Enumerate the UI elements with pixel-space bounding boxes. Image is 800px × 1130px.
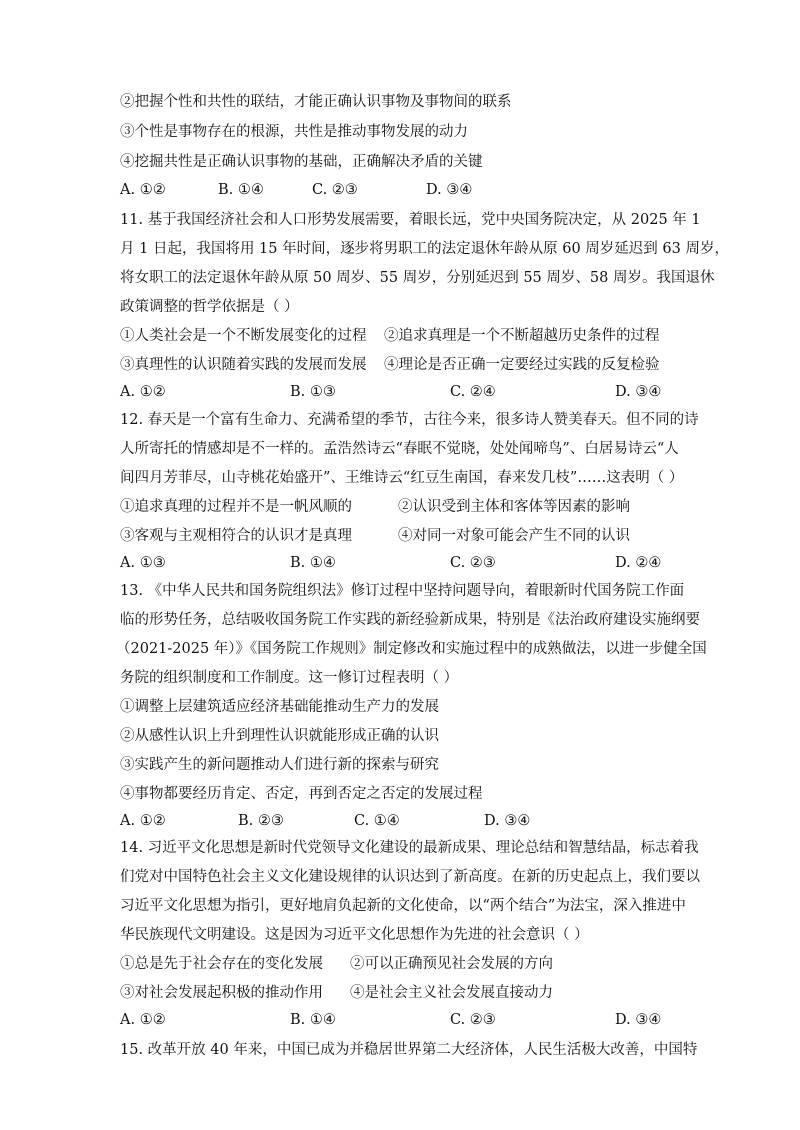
q12-stem-line-3: 间四月芳菲尽，山寺桃花始盛开”、王维诗云“红豆生南国，春来发几枝”……这表明（ ） bbox=[120, 470, 684, 486]
q11-option-d: D. ③④ bbox=[615, 384, 662, 400]
q12-option-c: C. ②③ bbox=[450, 555, 496, 571]
prev-item-2: ②把握个性和共性的联结，才能正确认识事物及事物间的联系 bbox=[120, 94, 512, 110]
q11-item-4: ④理论是否正确一定要经过实践的反复检验 bbox=[384, 357, 660, 373]
q14-option-d: D. ③④ bbox=[615, 1012, 662, 1028]
q12-option-d: D. ②④ bbox=[615, 555, 662, 571]
q14-option-b: B. ①④ bbox=[290, 1012, 336, 1028]
prev-option-c: C. ②③ bbox=[312, 182, 358, 198]
q12-option-b: B. ①④ bbox=[290, 555, 336, 571]
q13-option-a: A. ①② bbox=[120, 813, 166, 829]
q11-stem-line-1: 11. 基于我国经济社会和人口形势发展需要，着眼长远，党中央国务院决定，从 2025 年 1 bbox=[120, 212, 701, 228]
q13-stem-line-1: 13. 《中华人民共和国务院组织法》修订过程中坚持问题导向，着眼新时代国务院工作面 bbox=[120, 583, 685, 599]
q15-stem-line-1: 15. 改革开放 40 年来，中国已成为并稳居世界第二大经济体，人民生活极大改善，中国特 bbox=[120, 1042, 698, 1058]
q13-item-1: ①调整上层建筑适应经济基础能推动生产力的发展 bbox=[120, 699, 439, 715]
q14-option-c: C. ②③ bbox=[450, 1012, 496, 1028]
q11-stem-line-2: 月 1 日起，我国将用 15 年时间，逐步将男职工的法定退休年龄从原 60 周岁延迟到 63 周岁， bbox=[120, 241, 729, 257]
q13-option-b: B. ②③ bbox=[238, 813, 284, 829]
q12-stem-line-1: 12. 春天是一个富有生命力、充满希望的季节，古往今来，很多诗人赞美春天。但不同的诗 bbox=[120, 412, 699, 428]
q14-stem-line-2: 们党对中国特色社会主义文化建设规律的认识达到了新高度。在新的历史起点上，我们要以 bbox=[120, 869, 700, 885]
q14-item-3: ③对社会发展起积极的推动作用 bbox=[120, 985, 323, 1001]
q14-option-a: A. ①② bbox=[120, 1012, 166, 1028]
q11-option-c: C. ②④ bbox=[450, 384, 496, 400]
q14-stem-line-1: 14. 习近平文化思想是新时代党领导文化建设的最新成果、理论总结和智慧结晶，标志着我 bbox=[120, 840, 699, 856]
q13-option-d: D. ③④ bbox=[484, 813, 531, 829]
q11-option-a: A. ①② bbox=[120, 384, 166, 400]
q14-stem-line-3: 习近平文化思想为指引，更好地肩负起新的文化使命，以“两个结合”为法宝，深入推进中 bbox=[120, 898, 686, 914]
q12-item-3: ③客观与主观相符合的认识才是真理 bbox=[120, 528, 352, 544]
prev-option-b: B. ①④ bbox=[218, 182, 264, 198]
q14-stem-line-4: 华民族现代文明建设。这是因为习近平文化思想作为先进的社会意识（ ） bbox=[120, 927, 589, 943]
q11-item-3: ③真理性的认识随着实践的发展而发展 bbox=[120, 357, 367, 373]
q14-item-1: ①总是先于社会存在的变化发展 bbox=[120, 956, 323, 972]
q11-option-b: B. ①③ bbox=[290, 384, 336, 400]
q11-stem-line-4: 政策调整的哲学依据是（ ） bbox=[120, 299, 299, 315]
q13-stem-line-3: （2021-2025 年）》《国务院工作规则》制定修改和实施过程中的成熟做法，以进一步健全国 bbox=[116, 641, 707, 657]
q12-item-1: ①追求真理的过程并不是一帆风顺的 bbox=[120, 499, 352, 515]
q11-item-2: ②追求真理是一个不断超越历史条件的过程 bbox=[384, 328, 660, 344]
q13-stem-line-4: 务院的组织制度和工作制度。这一修订过程表明（ ） bbox=[120, 670, 459, 686]
prev-option-a: A. ①② bbox=[120, 182, 166, 198]
q11-item-1: ①人类社会是一个不断发展变化的过程 bbox=[120, 328, 367, 344]
q13-option-c: C. ①④ bbox=[354, 813, 400, 829]
prev-option-d: D. ③④ bbox=[426, 182, 473, 198]
q11-stem-line-3: 将女职工的法定退休年龄从原 50 周岁、55 周岁，分别延迟到 55 周岁、58 周岁。我国退休 bbox=[120, 270, 715, 286]
q13-item-4: ④事物都要经历肯定、否定，再到否定之否定的发展过程 bbox=[120, 786, 483, 802]
q12-item-4: ④对同一对象可能会产生不同的认识 bbox=[398, 528, 630, 544]
q12-stem-line-2: 人所寄托的情感却是不一样的。孟浩然诗云“春眠不觉晓，处处闻啼鸟”、白居易诗云“人 bbox=[120, 441, 679, 457]
prev-item-4: ④挖掘共性是正确认识事物的基础，正确解决矛盾的关键 bbox=[120, 154, 483, 170]
q13-item-3: ③实践产生的新问题推动人们进行新的探索与研究 bbox=[120, 757, 439, 773]
q12-item-2: ②认识受到主体和客体等因素的影响 bbox=[398, 499, 630, 515]
q13-stem-line-2: 临的形势任务，总结吸收国务院工作实践的新经验新成果，特别是《法治政府建设实施纲要 bbox=[120, 612, 700, 628]
q14-item-2: ②可以正确预见社会发展的方向 bbox=[350, 956, 553, 972]
q12-option-a: A. ①③ bbox=[120, 555, 166, 571]
q13-item-2: ②从感性认识上升到理性认识就能形成正确的认识 bbox=[120, 728, 439, 744]
prev-item-3: ③个性是事物存在的根源，共性是推动事物发展的动力 bbox=[120, 124, 468, 140]
q14-item-4: ④是社会主义社会发展直接动力 bbox=[350, 985, 553, 1001]
